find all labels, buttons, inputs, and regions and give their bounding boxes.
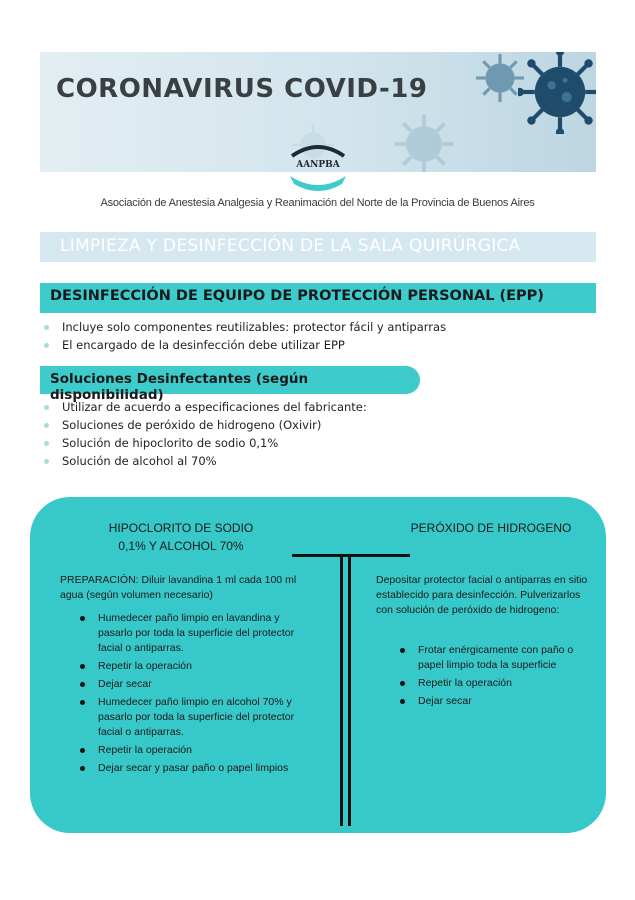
list-item: Utilizar de acuerdo a especificaciones del fabricante: [40,400,367,418]
page-title: CORONAVIRUS COVID-19 [56,74,428,104]
divider-vertical [348,554,351,826]
deposit-text: Depositar protector facial o antiparras en sitio establecido para desinfección. Pulverizarlos con solución de peróxido de hidrogeno: [376,574,588,616]
solutions-bullet-list [40,400,367,472]
virus-icon [518,52,596,134]
association-name: Asociación de Anestesia Analgesia y Reanimación del Norte de la Provincia de Buenos Aires [100,197,535,209]
list-item: Incluye solo componentes reutilizables: protector fácil y antiparras [40,320,446,338]
list-item: Solución de alcohol al 70% [40,454,367,472]
solutions-title-bar [40,366,420,403]
divider-vertical [340,554,343,826]
epp-title-bar [40,283,596,313]
logo-text: AANPBA [296,160,340,170]
cleaning-title-bar [40,232,596,262]
list-item: Dejar secar y pasar paño o papel limpios [76,761,306,776]
epp-bullet-list [40,320,446,356]
procedures-panel [30,497,606,833]
hypochlorite-title-line1: HIPOCLORITO DE SODIO [108,521,254,535]
hypochlorite-column-title [86,519,276,555]
list-item: Humedecer paño limpio en lavandina y pasarlo por toda la superficie del protector facial o antiparras. [76,611,306,656]
hypochlorite-title-line2: 0,1% Y ALCOHOL 70% [118,539,244,553]
list-item: Solución de hipoclorito de sodio 0,1% [40,436,367,454]
list-item: Dejar secar [396,694,596,709]
cleaning-title: LIMPIEZA Y DESINFECCIÓN DE LA SALA QUIRÚRGICA [60,236,521,256]
list-item: Dejar secar [76,677,306,692]
list-item: Repetir la operación [396,676,596,691]
epp-title: DESINFECCIÓN DE EQUIPO DE PROTECCIÓN PERSONAL (EPP) [50,288,544,304]
virus-icon [392,112,456,172]
list-item: Soluciones de peróxido de hidrogeno (Oxivir) [40,418,367,436]
list-item: El encargado de la desinfección debe utilizar EPP [40,338,446,356]
peroxide-column-title: PERÓXIDO DE HIDROGENO [410,521,572,535]
peroxide-steps [396,643,596,712]
divider-horizontal [292,554,410,557]
list-item: Repetir la operación [76,743,306,758]
list-item: Repetir la operación [76,659,306,674]
preparation-text: PREPARACIÓN: Diluir lavandina 1 ml cada 100 ml agua (según volumen necesario) [60,574,297,601]
aanpba-logo [284,140,352,192]
list-item: Humedecer paño limpio en alcohol 70% y pasarlo por toda la superficie del protector facial o antiparras. [76,695,306,740]
hypochlorite-steps [76,611,306,779]
list-item: Frotar enérgicamente con paño o papel limpio toda la superficie [396,643,596,673]
solutions-title: Soluciones Desinfectantes (según disponibilidad) [50,371,309,403]
